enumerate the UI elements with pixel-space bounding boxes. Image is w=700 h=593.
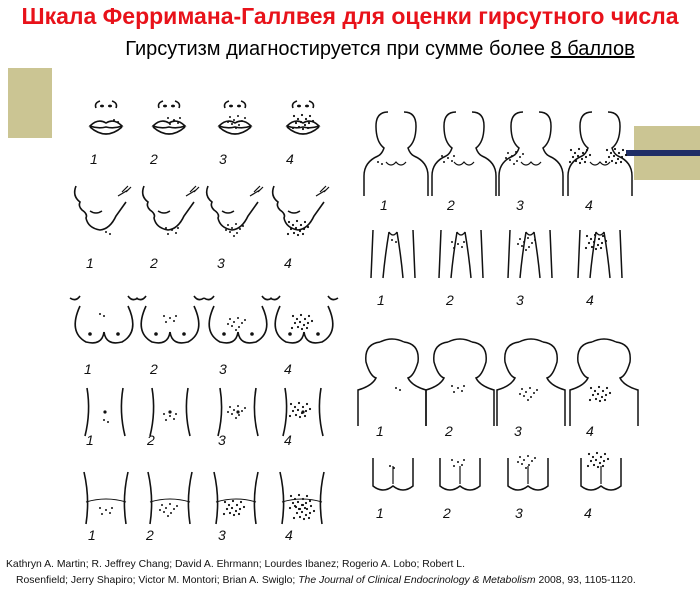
grade-label: 2: [446, 292, 454, 308]
citation-line-2: [6, 573, 698, 589]
grade-label: 3: [218, 527, 226, 543]
citation: [6, 557, 698, 589]
grade-label: 1: [90, 151, 98, 167]
grade-label: 1: [380, 197, 388, 213]
grade-label: 4: [584, 505, 592, 521]
row-abdomen: [85, 388, 323, 436]
subtitle-text: Гирсутизм диагностируется при сумме более: [125, 38, 551, 60]
citation-journal: The Journal of Clinical Endocrinology & Metabolism: [298, 575, 536, 586]
grade-label: 3: [219, 151, 227, 167]
grade-label: 1: [86, 432, 94, 448]
grade-label: 3: [516, 292, 524, 308]
row-thigh: [371, 230, 622, 278]
grade-label: 4: [586, 423, 594, 439]
row-upper-back: [358, 339, 638, 426]
grade-label: 1: [88, 527, 96, 543]
grade-label: 2: [150, 361, 158, 377]
grade-label: 4: [285, 527, 293, 543]
grade-label: 2: [150, 151, 158, 167]
page-title: Шкала Ферримана-Галлвея для оценки гирсутного числа: [21, 3, 679, 29]
grade-label: 3: [516, 197, 524, 213]
row-upper-arm: [364, 112, 632, 196]
grade-label: 2: [445, 423, 453, 439]
grade-label: 1: [84, 361, 92, 377]
grade-label: 3: [217, 255, 225, 271]
grade-label: 4: [585, 197, 593, 213]
row-chest: [70, 296, 338, 343]
grade-label: 2: [447, 197, 455, 213]
citation-authors: Rosenfield; Jerry Shapiro; Victor M. Montori; Brian A. Swiglo;: [16, 575, 299, 586]
grade-label: 2: [150, 255, 158, 271]
grade-label: 4: [284, 432, 292, 448]
grade-label: 1: [376, 423, 384, 439]
grade-labels-right: [376, 197, 594, 521]
grade-label: 1: [376, 505, 384, 521]
row-lower-back: [373, 452, 621, 490]
row-pubic: [84, 472, 324, 524]
grade-label: 2: [147, 432, 155, 448]
citation-reference: 2008, 93, 1105-1120.: [535, 575, 636, 586]
grade-label: 2: [443, 505, 451, 521]
row-chin: [75, 186, 329, 237]
grade-label: 1: [86, 255, 94, 271]
grade-label: 4: [284, 255, 292, 271]
grade-label: 2: [146, 527, 154, 543]
grade-label: 3: [514, 423, 522, 439]
grade-label: 4: [586, 292, 594, 308]
row-upper-lip: [90, 101, 319, 134]
grade-label: 4: [286, 151, 294, 167]
citation-line-1: Kathryn A. Martin; R. Jeffrey Chang; David A. Ehrmann; Lourdes Ibanez; Rogerio A. Lobo; Robert L.: [6, 559, 465, 570]
grade-label: 3: [515, 505, 523, 521]
grade-label: 1: [377, 292, 385, 308]
grade-label: 3: [218, 432, 226, 448]
subtitle-threshold: 8 баллов: [550, 38, 635, 60]
grade-label: 4: [284, 361, 292, 377]
grade-label: 3: [219, 361, 227, 377]
